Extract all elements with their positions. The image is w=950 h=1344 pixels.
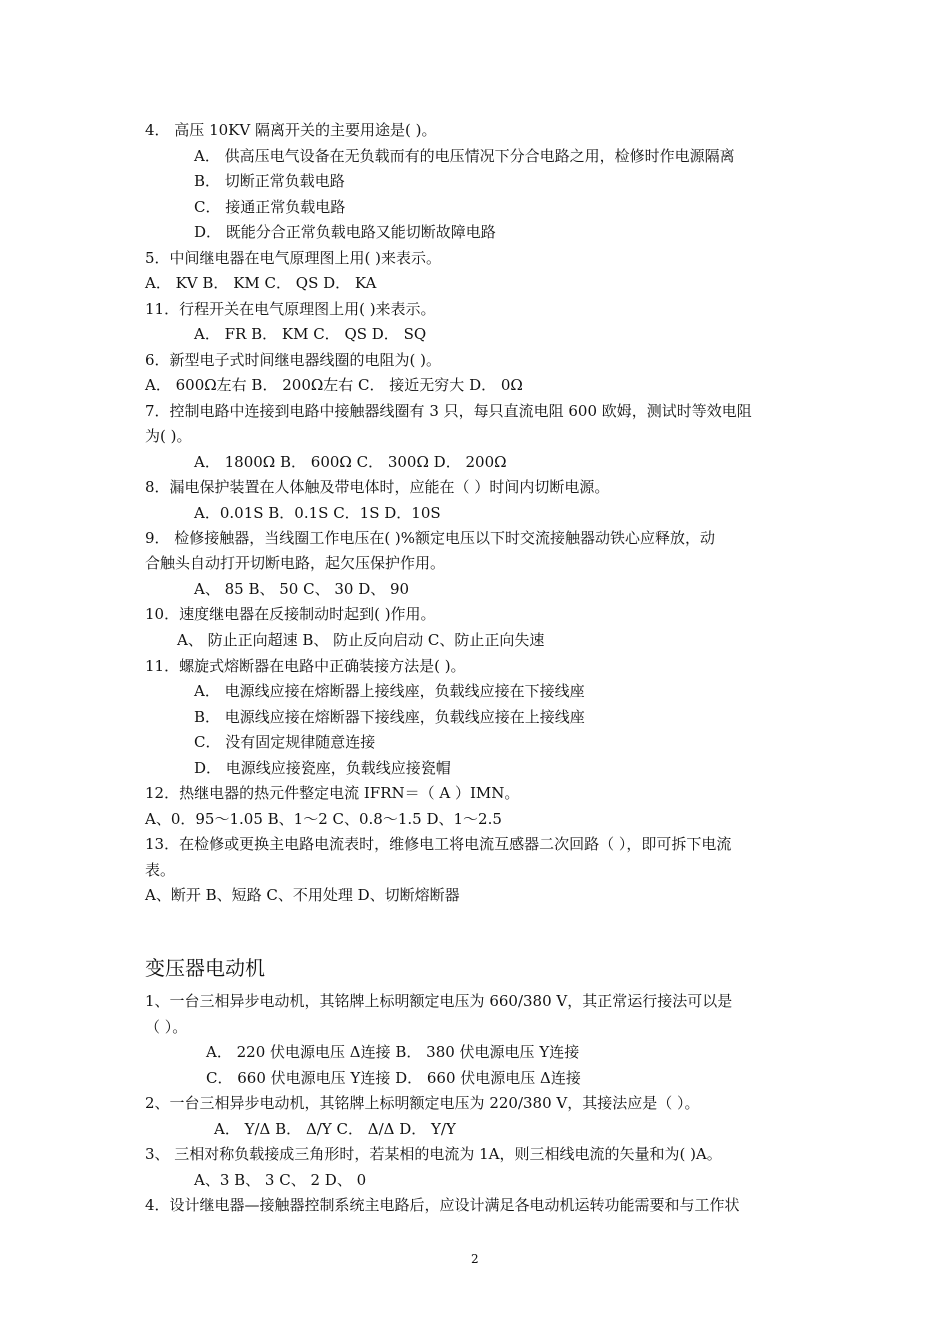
- text-line: （ ）。: [145, 1018, 188, 1036]
- text-line: 11．行程开关在电气原理图上用( )来表示。: [145, 300, 436, 318]
- text-line: D． 既能分合正常负载电路又能切断故障电路: [194, 223, 496, 241]
- text-line: 4．设计继电器—接触器控制系统主电路后，应设计满足各电动机运转功能需要和与工作状: [145, 1196, 740, 1214]
- text-line: B． 电源线应接在熔断器下接线座，负载线应接在上接线座: [194, 708, 585, 726]
- text-line: A． 600Ω左右 B． 200Ω左右 C． 接近无穷大 D． 0Ω: [145, 376, 523, 394]
- text-line: A． Y/Δ B． Δ/Y C． Δ/Δ D． Y/Y: [214, 1120, 456, 1138]
- text-line: 1、一台三相异步电动机，其铭牌上标明额定电压为 660/380 V，其正常运行接法可以是: [145, 992, 733, 1010]
- text-line: 为( )。: [145, 427, 192, 445]
- text-line: A． 电源线应接在熔断器上接线座，负载线应接在下接线座: [194, 682, 585, 700]
- text-line: 7．控制电路中连接到电路中接触器线圈有 3 只，每只直流电阻 600 欧姆，测试时等效电阻: [145, 402, 752, 420]
- text-line: 10．速度继电器在反接制动时起到( )作用。: [145, 605, 436, 623]
- text-line: 11．螺旋式熔断器在电路中正确装接方法是( )。: [145, 657, 466, 675]
- text-line: A、 防止正向超速 B、 防止反向启动 C、防止正向失速: [177, 631, 545, 649]
- text-line: A． 220 伏电源电压 Δ连接 B． 380 伏电源电压 Y连接: [206, 1043, 580, 1061]
- text-line: A、3 B、 3 C、 2 D、 0: [194, 1171, 367, 1189]
- text-line: 9． 检修接触器，当线圈工作电压在( )%额定电压以下时交流接触器动铁心应释放，动: [145, 529, 716, 547]
- text-line: B． 切断正常负载电路: [194, 172, 345, 190]
- text-line: 12．热继电器的热元件整定电流 IFRN＝（ A ）IMN。: [145, 784, 520, 802]
- text-line: C． 660 伏电源电压 Y连接 D． 660 伏电源电压 Δ连接: [206, 1069, 581, 1087]
- text-line: 13．在检修或更换主电路电流表时，维修电工将电流互感器二次回路（ ），即可拆下电流: [145, 835, 732, 853]
- text-line: A． KV B． KM C． QS D． KA: [145, 274, 377, 292]
- text-line: 8．漏电保护装置在人体触及带电体时，应能在（ ）时间内切断电源。: [145, 478, 610, 496]
- text-line: 2、一台三相异步电动机，其铭牌上标明额定电压为 220/380 V，其接法应是（ ）。: [145, 1094, 700, 1112]
- text-line: 4． 高压 10KV 隔离开关的主要用途是( )。: [145, 121, 437, 139]
- text-line: C． 没有固定规律随意连接: [194, 733, 376, 751]
- text-line: 合触头自动打开切断电路，起欠压保护作用。: [145, 554, 446, 572]
- text-line: A、0．95～1.05 B、1～2 C、0.8～1.5 D、1～2.5: [145, 810, 502, 828]
- text-line: C． 接通正常负载电路: [194, 198, 346, 216]
- section-title: 变压器电动机: [145, 956, 265, 980]
- text-line: A． FR B． KM C． QS D． SQ: [194, 325, 427, 343]
- text-line: 3、 三相对称负载接成三角形时，若某相的电流为 1A，则三相线电流的矢量和为( )A。: [145, 1145, 722, 1163]
- text-line: A． 1800Ω B． 600Ω C． 300Ω D． 200Ω: [194, 453, 507, 471]
- page-number: 2: [471, 1252, 479, 1266]
- text-line: D． 电源线应接瓷座，负载线应接瓷帽: [194, 759, 451, 777]
- text-line: A． 供高压电气设备在无负载而有的电压情况下分合电路之用，检修时作电源隔离: [194, 147, 735, 165]
- text-line: 5．中间继电器在电气原理图上用( )来表示。: [145, 249, 442, 267]
- text-line: 表。: [145, 861, 176, 879]
- text-line: 6．新型电子式时间继电器线圈的电阻为( )。: [145, 351, 442, 369]
- text-line: A、断开 B、短路 C、不用处理 D、切断熔断器: [145, 886, 460, 904]
- text-line: A、 85 B、 50 C、 30 D、 90: [194, 580, 410, 598]
- text-line: A．0.01S B．0.1S C．1S D．10S: [194, 504, 441, 522]
